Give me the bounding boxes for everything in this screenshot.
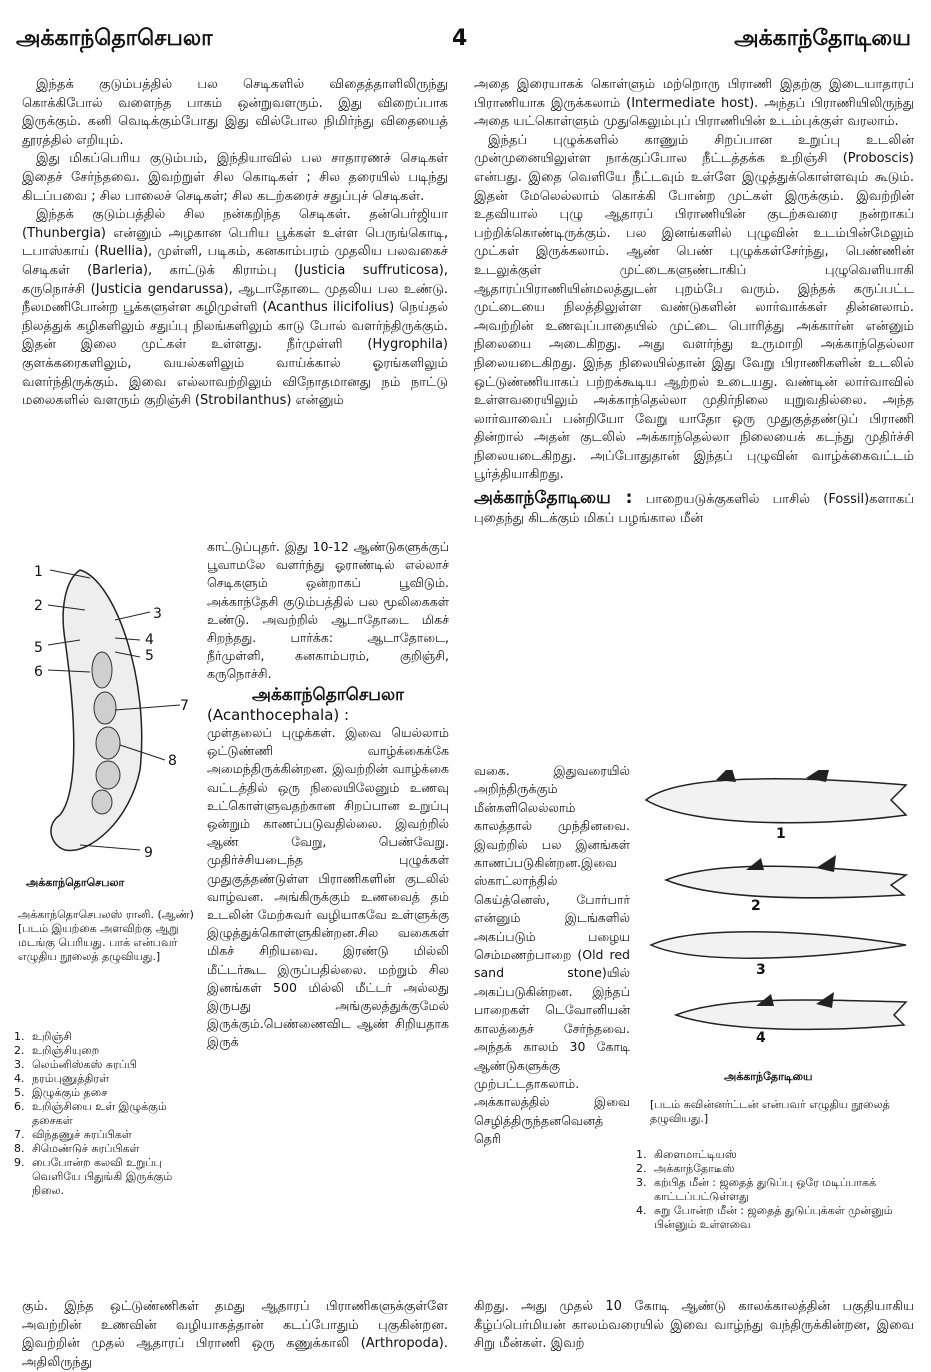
legend-item: 9. பைபோன்ற கலவி உறுப்பு வெளியே பிதுங்கி இருக்கும் நிலை. bbox=[14, 1156, 173, 1197]
legend-item: 1. கிளைமாட்டியஸ் bbox=[636, 1148, 737, 1161]
column-left-top bbox=[22, 76, 448, 411]
legend-item: 3. கற்பித மீன் : ஜதைத் துடுப்பு ஒரே மடிப்பாகக் காட்டப்பட்டுள்ளது bbox=[636, 1176, 877, 1203]
legend-item: 1. உறிஞ்சி bbox=[14, 1030, 72, 1043]
figure-note: [படம் சுவின்னர்ட்டன் என்பவர் எழுதிய நூலைத் தழுவியது.] bbox=[650, 1098, 890, 1125]
page-number: 4 bbox=[452, 26, 468, 51]
acanthodii-figure bbox=[636, 770, 916, 1070]
legend-item: 4. சுறு போன்ற மீன் : ஜதைத் துடுப்புக்கள் முன்னும் பின்னும் உள்ளவை bbox=[636, 1204, 893, 1231]
section-heading: அக்காந்தொசெபலா bbox=[252, 684, 404, 705]
figure-label: 5 bbox=[145, 648, 154, 664]
figure-caption: அக்காந்தொசெபலா bbox=[26, 876, 125, 889]
running-header-left: அக்காந்தொசெபலா bbox=[16, 26, 213, 51]
column-right-narrow bbox=[474, 762, 630, 1149]
paragraph: இந்தக் குடும்பத்தில் சில நன்கறிந்த செடிகள். தன்பெர்ஜியா (Thunbergia) என்னும் அழகான பெரிய பூக்கள் உள்ள பெருங்கொடி, டபாஸ்காய் (Ruellia), முள்ளி, படிகம், கனகாம்பரம் முதலிய பலவகைச் செடிகள் (Barleria), காட்டுக் கிராம்பு (Justicia suffruticosa), கருநொச்சி (Justicia gendarussa), ஆடாதோடை முதலிய பல உண்டு. நீலமணிபோன்ற பூக்களுள்ள கழிமுள்ளி (Acanthus ilicifolius) நெய்தல் நிலத்துக் கழிகளிலும் சதுப்பு நிலங்களிலும் காடு போல் வளர்ந்திருக்கும். இதன் இலை முட்கள் உள்ளது. நீர்முள்ளி (Hygrophila) குளக்கரைகளிலும், வயல்களிலும் வாய்க்கால் ஓரங்களிலும் வளர்ந்திருக்கும். இவை எல்லாவற்றிலும் விநோதமானது நம் நாட்டு மலைகளில் வளரும் குறிஞ்சி (Strobilanthus) என்னும் bbox=[22, 207, 448, 409]
paragraph: கிறது. அது முதல் 10 கோடி ஆண்டு காலக்காலத்தின் பகுதியாகிய கீழ்ப்பெர்மியன் காலம்வரையில் இவை வாழ்ந்து வந்திருக்கின்றன, இவை சிறு மீன்கள். இவற் bbox=[474, 1299, 914, 1352]
figure-label: 2 bbox=[751, 898, 761, 914]
figure-label: 3 bbox=[153, 606, 162, 622]
paragraph: அதை இரையாகக் கொள்ளும் மற்றொரு பிராணி இதற்கு இடையாதாரப் பிராணியாக இருக்கலாம் (Intermediate host). அந்தப் பிராணியிலிருந்து அதை யட்கொள்ளும் முதுகெலும்புப் பிராணியின் உடம்புக்குள் வரலாம். bbox=[474, 77, 914, 130]
figure-note: அக்காந்தொசெபலஸ் ரானி. (ஆண்) [படம் இயற்கை அளவிற்கு ஆறு மடங்கு பெரியது. பாக் என்பவர் எழுதிய நூலைத் தழுவியது.] bbox=[18, 908, 194, 963]
legend-item: 3. லெம்னிஸ்கஸ் சுரப்பி bbox=[14, 1058, 137, 1071]
paragraph: காட்டுப்புதர். இது 10-12 ஆண்டுகளுக்குப் பூவாமலே வளர்ந்து ஓராண்டில் எல்லாச் செடிகளும் ஒன்றாகப் பூவிடும். அக்காந்தேசி குடும்பத்தில் பல மூலிகைகள் உண்டு. அவற்றில் ஆடாதோடை மிகச் சிறந்தது. பார்க்க: ஆடாதோடை, நீர்முள்ளி, கனகாம்பரம், குறிஞ்சி, கருநொச்சி. bbox=[207, 539, 449, 682]
running-header-right: அக்காந்தோடியை bbox=[734, 26, 911, 51]
figure-label: 1 bbox=[776, 826, 786, 842]
column-left-narrow bbox=[207, 538, 449, 1052]
section-heading-line bbox=[474, 489, 914, 528]
acanthocephala-figure bbox=[20, 560, 195, 870]
paragraph: முள்தலைப் புழுக்கள். இவை யெல்லாம் ஒட்டுண்ணி வாழ்க்கைக்கே அமைந்திருக்கின்றன. இவற்றின் வாழ்க்கை வட்டத்தில் ஒரு நிலையிலேனும் உணவு உட்கொள்ளுவதற்கான சிறப்பான உறுப்பு ஒன்றும் காணப்படுவதில்லை. இவற்றில் ஆண் வேறு, பெண்வேறு. முதிர்ச்சியடைந்த புழுக்கள் முதுகுத்தண்டுள்ள பிராணிகளின் குடலில் வாழ்வன. அங்கிருக்கும் உணவைத் தம் உடலின் மேற்சுவர் வழியாகவே உள்ளுக்கு இழுத்துக்கொள்ளுகின்றன.சில வகைகள் மிகச் சிறியவை. இரண்டு மில்லி மீட்டர்கூட இருப்பதில்லை. மற்றும் சில இனங்கள் 500 மில்லி மீட்டர் அல்லது இருபது அங்குலத்துக்குமேல் இருக்கும்.பெண்ணைவிட ஆண் சிறியதாக இருக் bbox=[207, 725, 449, 1050]
paragraph: கும். இந்த ஒட்டுண்ணிகள் தமது ஆதாரப் பிராணிகளுக்குள்ளே அவற்றின் உணவின் வழியாகத்தான் கடப்போதும் புகுகின்றன. இவற்றின் முதல் ஆதாரப் பிராணி ஒரு கணுக்காலி (Arthropoda). அதிலிருந்து bbox=[22, 1299, 448, 1370]
figure-label: 7 bbox=[180, 698, 189, 714]
figure-label: 3 bbox=[756, 962, 766, 978]
paragraph: இந்தப் புழுக்களில் காணும் சிறப்பான உறுப்பு உடலின் முன்முனையிலுள்ள நாக்குப்போல நீட்டத்தக்க உறிஞ்சி (Proboscis) என்பது. இதை வெளியே நீட்டவும் உள்ளே இழுத்துக்கொள்ளவும் கூடும். இதன் மேலெல்லாம் கொக்கி போன்ற முட்கள் இருக்கும். இவற்றின் உதவியால் புழு ஆதாரப் பிராணியின் குடற்சுவரை நன்றாகப் பற்றிக்கொண்டிருக்கும். பல இனங்களில் புழுவின் உடம்பின்மேலும் முட்கள் இருக்கலாம். ஆண் பெண் புழுக்கள்சேர்ந்து, பெண்ணின் உடலுக்குள் முட்டைகளுண்டாகிப் புழுவெளியாகி ஆதாரப்பிராணியின்மலத்துடன் புறம்பே வரும். இந்தக் கருப்பட்ட முட்டையை நிலத்திலுள்ள வண்டுகளின் லார்வாக்கள் தின்னலாம். அவற்றின் உணவுப்பாதையில் முட்டை பொரித்து அக்கார்ன் என்னும் நிலையை அடைகிறது. அது வளர்ந்து உருமாறி அக்காந்தெல்லா நிலையடைகிறது. இந்த நிலையில்தான் இது வேறு பிராணிகளின் உடலில் ஒட்டுண்ணியாகப் பற்றக்கூடிய ஆற்றல் உடையது. வண்டின் லார்வாவில் உள்ளவரையிலும் அக்காந்தெல்லா முதிர்நிலை யுறுவதில்லை. அந்த லார்வாவைப் பன்றியோ வேறு யாதோ ஒரு முதுகுத்தண்டுப் பிராணி தின்றால் அதன் குடலில் அக்காந்தெல்லா நிலையைக் கடந்து முதிர்ச்சி நிலையடைகிறது. அப்போதுதான் இந்தப் புழுவின் வாழ்க்கைவட்டம் பூர்த்தியாகிறது. bbox=[474, 132, 914, 483]
legend-item: 6. உறிஞ்சியை உள் இழுக்கும் தசைகள் bbox=[14, 1100, 167, 1127]
figure-label: 1 bbox=[34, 564, 43, 580]
section-heading: அக்காந்தோடியை : bbox=[474, 488, 633, 509]
legend-item: 8. சிமெண்டுச் சுரப்பிகள் bbox=[14, 1142, 140, 1155]
paragraph: வகை. இதுவரையில் அறிந்திருக்கும் மீன்களிலெல்லாம் காலத்தால் முந்தினவை. இவற்றில் பல இனங்கள் காணப்படுகின்றன.இவை ஸ்காட்லாந்தில் கெய்த்னெஸ், போர்பார் என்னும் இடங்களில் அகப்படும் பழைய செம்மணற்பாறை (Old red sand stone)யில் அகப்படுகின்றன. இந்தப் பாறைகள் டெவோனியன் காலத்தைச் சேர்ந்தவை. அந்தக் காலம் 30 கோடி ஆண்டுகளுக்கு முற்பட்டதாகலாம். அக்காலத்தில் இவை செழித்திருந்தனவெனத் தெரி bbox=[474, 763, 630, 1147]
legend-item: 2. அக்காந்தோடீஸ் bbox=[636, 1162, 735, 1175]
legend-item: 4. நரம்புணுத்திரள் bbox=[14, 1072, 109, 1085]
legend-item: 2. உறிஞ்சியுறை bbox=[14, 1044, 100, 1057]
figure-label: 4 bbox=[145, 632, 154, 648]
figure-label: 8 bbox=[168, 753, 177, 769]
paragraph: இது மிகப்பெரிய குடும்பம், இந்தியாவில் பல சாதாரணச் செடிகள் இதைச் சேர்ந்தவை. இவற்றுள் சில கொடிகள் ; சில தரையில் படிந்து கிடப்பவை ; சில பாலைச் செடிகள்; சில கடற்கரைச் சதுப்புச் செடிகள். bbox=[22, 151, 448, 204]
figure-label: 5 bbox=[34, 640, 43, 656]
figure-label: 9 bbox=[144, 845, 153, 861]
legend-item: 7. விந்தணுச் சுரப்பிகள் bbox=[14, 1128, 132, 1141]
figure-legend bbox=[14, 1030, 200, 1198]
legend-item: 5. இழுக்கும் தசை bbox=[14, 1086, 108, 1099]
heading-continuation: பாறையடுக்குகளில் பாசில் (Fossil)களாகப் புதைந்து கிடக்கும் மிகப் பழங்கால மீன் bbox=[474, 492, 914, 526]
column-right-top bbox=[474, 76, 914, 528]
figure-caption: அக்காந்தோடியை bbox=[724, 1070, 813, 1083]
paragraph: இந்தக் குடும்பத்தில் பல செடிகளில் விதைத்தாளிலிருந்து கொக்கிபோல் வளைந்த பாகம் ஒன்றுவளரும். இது விறைப்பாக இருக்கும். கனி வெடிக்கும்போது இது வில்போல நிமிர்ந்து விதையைத் தூரத்தில் எறியும். bbox=[22, 77, 448, 148]
figure-legend bbox=[636, 1148, 916, 1232]
section-subheading: (Acanthocephala) : bbox=[207, 705, 350, 724]
figure-label: 6 bbox=[34, 664, 43, 680]
column-right-bottom bbox=[474, 1298, 914, 1354]
figure-label: 2 bbox=[34, 598, 43, 614]
column-left-bottom bbox=[22, 1298, 448, 1372]
figure-label: 4 bbox=[756, 1030, 766, 1046]
